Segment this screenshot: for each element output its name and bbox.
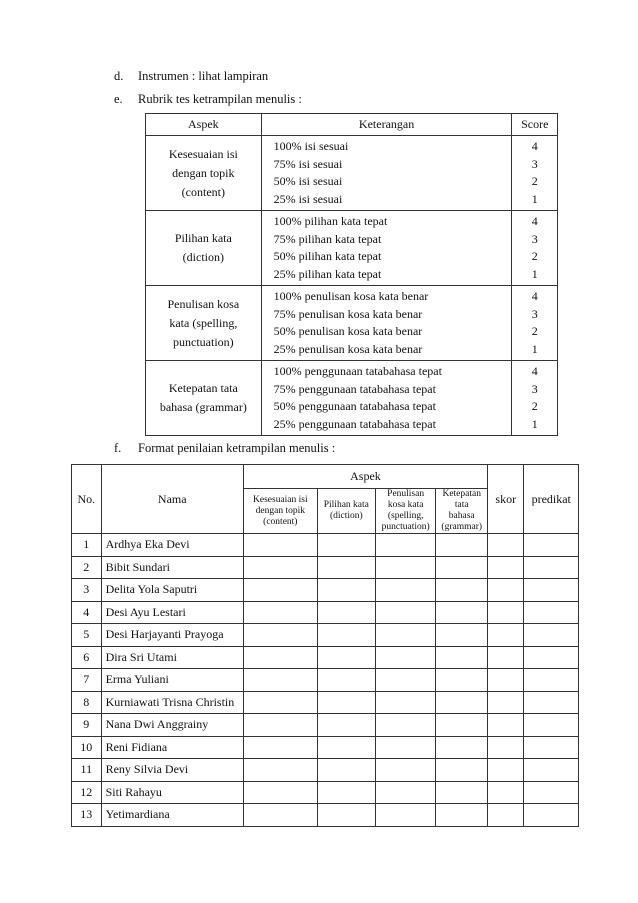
score-cell (375, 579, 436, 602)
score-cell (243, 579, 317, 602)
student-name: Ardhya Eka Devi (101, 534, 243, 557)
student-no: 11 (72, 759, 102, 782)
rubric-ket-line: 100% pilihan kata tepat (273, 214, 388, 228)
rubric-score-line: 4 (531, 214, 538, 228)
rubric-ket-cell (261, 361, 512, 436)
rubric-aspek-line: (diction) (182, 250, 224, 264)
score-cell (436, 556, 488, 579)
rubric-score-line: 4 (531, 289, 538, 303)
score-cell (488, 691, 524, 714)
rubric-aspek-cell (146, 136, 262, 211)
student-no: 13 (72, 804, 102, 827)
item-f-label: f. (114, 441, 122, 455)
rubric-ket-line: 50% penulisan kosa kata benar (273, 324, 423, 338)
assessment-aspek-col-line: Kesesuaian isi (253, 494, 308, 505)
table-row (72, 579, 579, 602)
assessment-header-aspek: Aspek (243, 465, 487, 489)
rubric-ket-line: 25% pilihan kata tepat (273, 266, 382, 281)
rubric-score-cell (512, 136, 558, 211)
score-cell (488, 579, 524, 602)
rubric-ket-line: 25% penulisan kosa kata benar (273, 341, 423, 356)
score-cell (243, 781, 317, 804)
rubric-ket-cell (261, 136, 512, 211)
score-cell (243, 646, 317, 669)
score-cell (375, 781, 436, 804)
score-cell (524, 669, 579, 692)
item-f (114, 441, 335, 456)
rubric-aspek-line: kata (spelling, (169, 315, 238, 330)
rubric-aspek-cell (146, 211, 262, 286)
score-cell (488, 556, 524, 579)
score-cell (375, 669, 436, 692)
score-cell (243, 601, 317, 624)
rubric-score-line: 3 (531, 381, 538, 396)
rubric-aspek-line: Penulisan kosa (167, 296, 240, 311)
table-row (72, 556, 579, 579)
assessment-header-nama: Nama (101, 465, 243, 534)
score-cell (524, 579, 579, 602)
rubric-aspek-line: Kesesuaian isi (168, 146, 238, 161)
rubric-row (146, 136, 558, 211)
score-cell (524, 691, 579, 714)
score-cell (436, 736, 488, 759)
score-cell (243, 804, 317, 827)
student-name: Kurniawati Trisna Christin (101, 691, 243, 714)
score-cell (524, 556, 579, 579)
rubric-aspek-line: (content) (181, 184, 225, 199)
rubric-ket-cell (261, 211, 512, 286)
score-cell (375, 691, 436, 714)
score-cell (243, 736, 317, 759)
table-row (72, 534, 579, 557)
score-cell (488, 669, 524, 692)
assessment-table (71, 464, 579, 827)
rubric-score-line: 1 (531, 266, 538, 281)
rubric-ket-line: 25% isi sesuai (273, 191, 343, 206)
rubric-ket-line: 50% isi sesuai (273, 174, 343, 188)
score-cell (317, 646, 375, 669)
score-cell (317, 759, 375, 782)
student-no: 7 (72, 669, 102, 692)
student-name: Yetimardiana (101, 804, 243, 827)
rubric-ket-line: 50% penggunaan tatabahasa tepat (273, 399, 436, 413)
table-row (72, 601, 579, 624)
rubric-header-score: Score (512, 114, 558, 136)
score-cell (317, 534, 375, 557)
score-cell (317, 691, 375, 714)
rubric-score-line: 2 (531, 249, 538, 263)
rubric-ket-line: 100% penggunaan tatabahasa tepat (273, 364, 442, 378)
rubric-aspek-line: punctuation) (173, 334, 234, 349)
rubric-row (146, 211, 558, 286)
score-cell (317, 736, 375, 759)
student-no: 10 (72, 736, 102, 759)
table-row (72, 781, 579, 804)
score-cell (243, 691, 317, 714)
score-cell (436, 714, 488, 737)
score-cell (524, 759, 579, 782)
item-e-text: Rubrik tes ketrampilan menulis : (138, 92, 302, 106)
score-cell (524, 601, 579, 624)
rubric-score-cell (512, 211, 558, 286)
item-d-label: d. (114, 69, 124, 83)
student-name: Erma Yuliani (101, 669, 243, 692)
rubric-ket-line: 25% penggunaan tatabahasa tepat (273, 416, 436, 431)
assessment-aspek-col-line: Ketepatan (442, 489, 481, 499)
score-cell (524, 736, 579, 759)
rubric-row (146, 361, 558, 436)
score-cell (375, 534, 436, 557)
score-cell (524, 646, 579, 669)
student-name: Delita Yola Saputri (101, 579, 243, 602)
rubric-ket-cell (261, 286, 512, 361)
assessment-aspek-col-line: Pilihan kata (323, 500, 369, 510)
student-no: 1 (72, 534, 102, 557)
assessment-aspek-col-line: (grammar) (441, 522, 483, 532)
rubric-ket-line: 75% isi sesuai (273, 156, 343, 171)
score-cell (488, 534, 524, 557)
rubric-body (146, 136, 558, 436)
assessment-aspek-col-line: (diction) (329, 511, 363, 521)
item-d-text: Instrumen : lihat lampiran (138, 69, 269, 83)
score-cell (436, 579, 488, 602)
student-name: Dira Sri Utami (101, 646, 243, 669)
assessment-aspek-col-header (375, 489, 436, 534)
student-no: 2 (72, 556, 102, 579)
student-no: 5 (72, 624, 102, 647)
assessment-aspek-col-header (436, 489, 488, 534)
assessment-header-predikat: predikat (524, 465, 579, 534)
score-cell (488, 804, 524, 827)
assessment-aspek-col-line: kosa kata (387, 500, 424, 510)
assessment-aspek-col-line: bahasa (448, 511, 475, 521)
score-cell (436, 624, 488, 647)
rubric-score-line: 4 (531, 364, 538, 378)
score-cell (317, 624, 375, 647)
score-cell (375, 759, 436, 782)
student-name: Siti Rahayu (101, 781, 243, 804)
score-cell (436, 534, 488, 557)
rubric-table (145, 113, 558, 436)
rubric-row (146, 286, 558, 361)
item-e (114, 92, 302, 107)
score-cell (436, 781, 488, 804)
rubric-score-line: 2 (531, 324, 538, 338)
score-cell (375, 736, 436, 759)
assessment-body (72, 534, 579, 827)
rubric-header-keterangan: Keterangan (261, 114, 512, 136)
score-cell (375, 624, 436, 647)
table-row (72, 646, 579, 669)
rubric-score-line: 1 (531, 341, 538, 356)
table-row (72, 624, 579, 647)
score-cell (317, 556, 375, 579)
score-cell (243, 669, 317, 692)
score-cell (436, 804, 488, 827)
student-name: Nana Dwi Anggrainy (101, 714, 243, 737)
score-cell (488, 759, 524, 782)
score-cell (317, 579, 375, 602)
score-cell (317, 669, 375, 692)
score-cell (436, 601, 488, 624)
score-cell (375, 804, 436, 827)
rubric-ket-line: 50% pilihan kata tepat (273, 249, 382, 263)
rubric-aspek-line: Pilihan kata (174, 231, 232, 245)
rubric-aspek-line: bahasa (grammar) (159, 400, 247, 414)
rubric-aspek-line: Ketepatan tata (168, 381, 238, 395)
rubric-ket-line: 75% penulisan kosa kata benar (273, 306, 423, 321)
student-name: Desi Ayu Lestari (101, 601, 243, 624)
score-cell (488, 646, 524, 669)
rubric-ket-line: 75% penggunaan tatabahasa tepat (273, 381, 436, 396)
score-cell (375, 714, 436, 737)
student-name: Desi Harjayanti Prayoga (101, 624, 243, 647)
rubric-ket-line: 75% pilihan kata tepat (273, 231, 382, 246)
assessment-aspek-col-line: Penulisan (387, 489, 425, 499)
table-row (72, 714, 579, 737)
rubric-score-line: 2 (531, 399, 538, 413)
score-cell (488, 736, 524, 759)
score-cell (243, 624, 317, 647)
student-no: 3 (72, 579, 102, 602)
assessment-aspek-col-line: (spelling, (387, 511, 424, 521)
score-cell (524, 714, 579, 737)
score-cell (488, 601, 524, 624)
assessment-header-no: No. (72, 465, 102, 534)
assessment-aspek-col-line: (content) (263, 516, 298, 527)
score-cell (375, 646, 436, 669)
student-name: Reny Silvia Devi (101, 759, 243, 782)
score-cell (488, 714, 524, 737)
score-cell (524, 624, 579, 647)
rubric-score-line: 4 (531, 139, 538, 153)
rubric-score-line: 3 (531, 306, 538, 321)
assessment-aspek-col-header (243, 489, 317, 534)
table-row (72, 691, 579, 714)
rubric-score-line: 3 (531, 231, 538, 246)
student-no: 4 (72, 601, 102, 624)
score-cell (243, 714, 317, 737)
student-no: 9 (72, 714, 102, 737)
score-cell (317, 781, 375, 804)
score-cell (488, 624, 524, 647)
student-no: 12 (72, 781, 102, 804)
rubric-score-line: 1 (531, 416, 538, 431)
score-cell (243, 534, 317, 557)
rubric-aspek-line: dengan topik (172, 165, 235, 180)
assessment-aspek-col-line: dengan topik (255, 505, 305, 516)
rubric-score-line: 2 (531, 174, 538, 188)
score-cell (317, 601, 375, 624)
score-cell (243, 556, 317, 579)
rubric-ket-line: 100% isi sesuai (273, 139, 349, 153)
rubric-aspek-cell (146, 361, 262, 436)
score-cell (436, 691, 488, 714)
score-cell (524, 804, 579, 827)
score-cell (436, 669, 488, 692)
rubric-ket-line: 100% penulisan kosa kata benar (273, 289, 429, 303)
table-row (72, 759, 579, 782)
item-f-text: Format penilaian ketrampilan menulis : (138, 441, 336, 455)
student-no: 8 (72, 691, 102, 714)
item-e-label: e. (114, 92, 123, 106)
assessment-header-skor: skor (488, 465, 524, 534)
assessment-aspek-col-line: punctuation) (381, 522, 430, 532)
assessment-aspek-col-line: tata (454, 500, 469, 510)
score-cell (243, 759, 317, 782)
rubric-score-cell (512, 361, 558, 436)
rubric-score-line: 3 (531, 156, 538, 171)
rubric-score-line: 1 (531, 191, 538, 206)
rubric-header-aspek: Aspek (146, 114, 262, 136)
score-cell (375, 601, 436, 624)
item-d (114, 69, 268, 84)
score-cell (524, 781, 579, 804)
rubric-aspek-cell (146, 286, 262, 361)
table-row (72, 736, 579, 759)
assessment-aspek-col-header (317, 489, 375, 534)
student-name: Reni Fidiana (101, 736, 243, 759)
score-cell (317, 714, 375, 737)
score-cell (317, 804, 375, 827)
score-cell (436, 646, 488, 669)
score-cell (488, 781, 524, 804)
score-cell (375, 556, 436, 579)
rubric-score-cell (512, 286, 558, 361)
table-row (72, 804, 579, 827)
table-row (72, 669, 579, 692)
student-name: Bibit Sundari (101, 556, 243, 579)
score-cell (436, 759, 488, 782)
score-cell (524, 534, 579, 557)
student-no: 6 (72, 646, 102, 669)
